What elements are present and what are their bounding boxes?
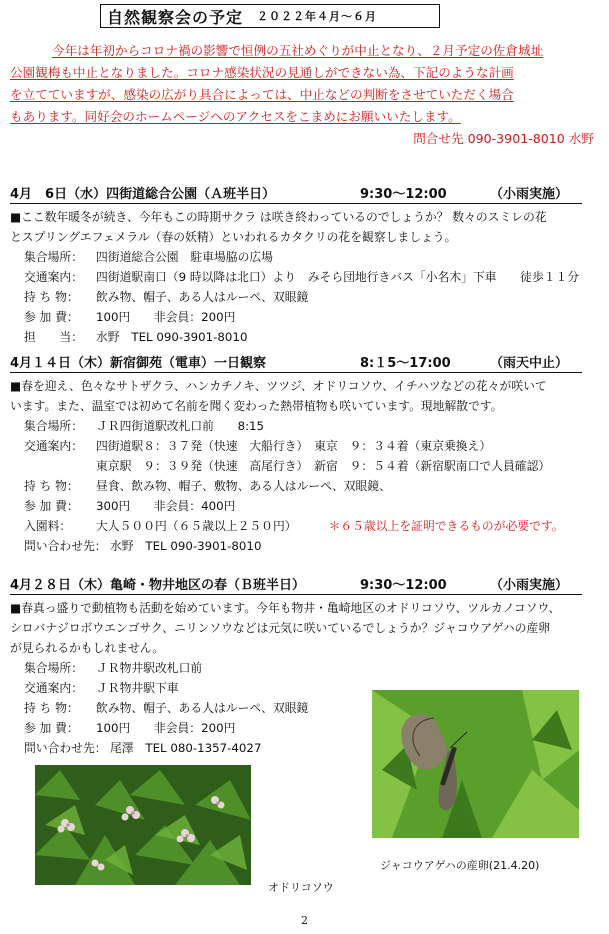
detail-key: 交通案内： (24, 270, 83, 284)
detail-value: 東京駅 ９：３９発（快速 高尾行き） 新宿 ９：５４着（新宿駅南口で人員確認） (96, 459, 551, 473)
detail-key: 持 ち 物： (24, 479, 79, 493)
description-line: が見られるかもしれません。 (10, 641, 165, 655)
detail-value: 大人５００円（６５歳以上２５０円） (96, 519, 297, 533)
detail-value: 100円 非会員：200円 (96, 310, 236, 324)
event-weather-note: （小雨実施） (490, 187, 569, 202)
intro-line: 公園観梅も中止となりました。コロナ感染状況の見通しができない為、下記のような計画 (10, 65, 514, 80)
event-weather-note: （雨天中止） (490, 356, 569, 371)
event-block (10, 183, 605, 347)
intro-line: 今年は年初からコロナ禍の影響で恒例の五社めぐりが中止となり、２月予定の佐倉城址 (52, 43, 544, 58)
description-line: ■春を迎え、色々なサトザクラ、ハンカチノキ、ツツジ、オドリコソウ、イチハツなどの花々が咲いて (10, 379, 547, 393)
detail-key: 参 加 費： (24, 721, 79, 735)
detail-value: 尾澤 TEL 080-1357-4027 (110, 741, 262, 755)
detail-key: 交通案内： (24, 681, 83, 695)
detail-key: 入園料： (24, 519, 72, 533)
detail-key: 集合場所： (24, 419, 83, 433)
description-line: とスプリングエフェメラル（春の妖精）といわれるカタクリの花を観察しましょう。 (10, 230, 457, 244)
detail-row (10, 436, 605, 456)
detail-key: 担 当： (24, 330, 83, 344)
event-title: 4月２８日（木）亀崎・物井地区の春（Ｂ班半日） (10, 578, 306, 593)
detail-key: 集合場所： (24, 250, 83, 264)
flower-photo (35, 765, 251, 885)
description-line: ■春真っ盛りで動植物も活動を始めています。今年も物井・亀崎地区のオドリコソウ、ツルカノコソウ、 (10, 601, 561, 615)
detail-row (10, 476, 605, 496)
detail-row (10, 496, 605, 516)
detail-value: 300円 非会員：400円 (96, 499, 236, 513)
flower-caption: オドリコソウ (268, 881, 334, 894)
detail-key: 参 加 費： (24, 310, 79, 324)
detail-key: 交通案内： (24, 439, 83, 453)
detail-value: 四街道駅８：３７発（快速 大船行き） 東京 ９：３４着（東京乗換え） (96, 439, 492, 453)
detail-value: 飲み物、帽子、ある人はルーペ、双眼鏡 (96, 701, 309, 715)
event-weather-note: （小雨実施） (490, 578, 569, 593)
butterfly-caption: ジャコウアゲハの産卵(21.4.20) (380, 859, 540, 872)
detail-row (10, 287, 605, 307)
date-range: ２０２２年４月～６月 (257, 10, 378, 23)
detail-value: 飲み物、帽子、ある人はルーペ、双眼鏡 (96, 290, 309, 304)
detail-value: ＪＲ四街道駅改札口前 8:15 (96, 419, 265, 433)
intro-line: もあります。同好会のホームページへのアクセスをこまめにお願いいたします。 (10, 109, 461, 124)
header-title-box (100, 4, 440, 28)
detail-value: 昼食、飲み物、帽子、敷物、ある人はルーペ、双眼鏡、 (96, 479, 391, 493)
event-heading (10, 352, 582, 373)
description-line: ■ここ数年暖冬が続き、今年もこの時期サクラ は咲き終わっているのでしょうか？ 数々のスミレの花 (10, 210, 547, 224)
detail-value: ＪＲ物井駅改札口前 (96, 661, 203, 675)
event-time: 9:30～12:00 (360, 187, 447, 202)
event-description (10, 207, 605, 247)
detail-key: 集合場所： (24, 661, 83, 675)
event-description (10, 598, 605, 658)
detail-row (10, 536, 605, 556)
detail-value: ＪＲ物井駅下車 (96, 681, 179, 695)
event-time: 8:１5～17:00 (360, 356, 451, 371)
detail-row (10, 327, 605, 347)
detail-value: 水野 TEL 090-3901-8010 (96, 330, 248, 344)
detail-row (10, 247, 605, 267)
detail-value: 四街道駅南口（9 時以降は北口）より みそら団地行きバス「小名木」下車 徒歩１１分 (96, 270, 580, 284)
detail-key: 持 ち 物： (24, 290, 79, 304)
detail-row (10, 416, 605, 436)
detail-key: 問い合わせ先： (24, 539, 107, 553)
detail-key: 問い合わせ先： (24, 741, 107, 755)
age-proof-note: ＊６５歳以上を証明できるものが必要です。 (328, 519, 564, 533)
event-block (10, 352, 605, 556)
detail-row (10, 516, 605, 536)
description-line: います。また、温室では初めて名前を聞く変わった熱帯植物も咲いています。現地解散です。 (10, 399, 503, 413)
detail-key: 参 加 費： (24, 499, 79, 513)
intro-contact: 問合せ先 090-3901-8010 水野 (413, 131, 594, 146)
detail-row (10, 658, 605, 678)
event-description (10, 376, 605, 416)
page-title: 自然観察会の予定 (107, 7, 244, 27)
event-title: 4月 6日（水）四街道総合公園（Ａ班半日） (10, 187, 276, 202)
event-heading (10, 574, 582, 595)
event-heading (10, 183, 582, 204)
detail-key: 持 ち 物： (24, 701, 79, 715)
event-title: 4月１４日（木）新宿御苑（電車）一日観察 (10, 356, 267, 371)
detail-value: 四街道総合公園 駐車場脇の広場 (96, 250, 273, 264)
detail-value: 100円 非会員：200円 (96, 721, 236, 735)
detail-key (24, 456, 96, 476)
intro-notice (10, 40, 600, 150)
event-time: 9:30～12:00 (360, 578, 447, 593)
detail-value: 水野 TEL 090-3901-8010 (110, 539, 262, 553)
detail-row (10, 267, 605, 287)
page-number: 2 (301, 914, 308, 927)
description-line: シロバナジロボウエンゴサク、ニリンソウなどは元気に咲いているでしょうか？ジャコウアゲハの産卵 (10, 621, 551, 635)
detail-row (10, 307, 605, 327)
detail-row (10, 456, 605, 476)
intro-line: を立てていますが、感染の広がり具合によっては、中止などの判断をさせていただく場合 (10, 87, 514, 102)
butterfly-photo (372, 690, 579, 838)
